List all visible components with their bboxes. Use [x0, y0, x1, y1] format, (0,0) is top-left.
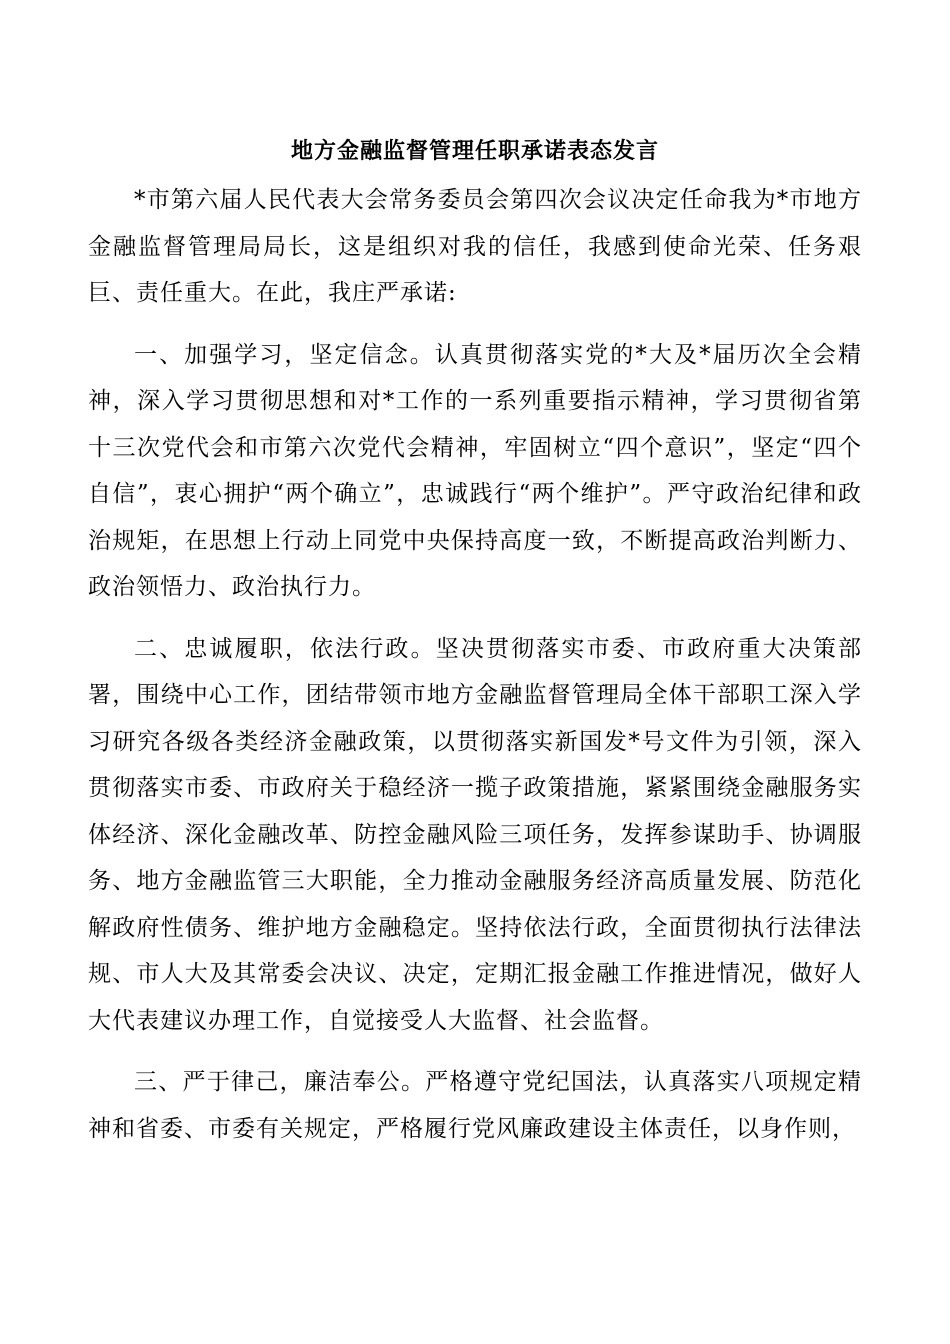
paragraph-duty: 二、忠诚履职，依法行政。坚决贯彻落实市委、市政府重大决策部署，围绕中心工作，团结带领市地方金融监督管理局全体干部职工深入学习研究各级各类经济金融政策，以贯彻落实新国发*号文件为引领，深入贯彻落实市委、市政府关于稳经济一揽子政策措施，紧紧围绕金融服务实体经济、深化金融改革、防控金融风险三项任务，发挥参谋助手、协调服务、地方金融监管三大职能，全力推动金融服务经济高质量发展、防范化解政府性债务、维护地方金融稳定。坚持依法行政，全面贯彻执行法律法规、市人大及其常委会决议、决定，定期汇报金融工作推进情况，做好人大代表建议办理工作，自觉接受人大监督、社会监督。 [88, 635, 862, 1034]
document-title: 地方金融监督管理任职承诺表态发言 [290, 138, 659, 164]
paragraph-integrity: 三、严于律己，廉洁奉公。严格遵守党纪国法，认真落实八项规定精神和省委、市委有关规定，严格履行党风廉政建设主体责任，以身作则， [88, 1069, 862, 1142]
paragraph-study: 一、加强学习，坚定信念。认真贯彻落实党的*大及*届历次全会精神，深入学习贯彻思想和对*工作的一系列重要指示精神，学习贯彻省第十三次党代会和市第六次党代会精神，牢固树立“四个意识”，坚定“四个自信”，衷心拥护“两个确立”，忠诚践行“两个维护”。严守政治纪律和政治规矩，在思想上行动上同党中央保持高度一致，不断提高政治判断力、政治领悟力、政治执行力。 [88, 341, 862, 600]
paragraph-intro: *市第六届人民代表大会常务委员会第四次会议决定任命我为*市地方金融监督管理局局长，这是组织对我的信任，我感到使命光荣、任务艰巨、责任重大。在此，我庄严承诺: [88, 187, 862, 306]
document-page [88, 136, 862, 1167]
